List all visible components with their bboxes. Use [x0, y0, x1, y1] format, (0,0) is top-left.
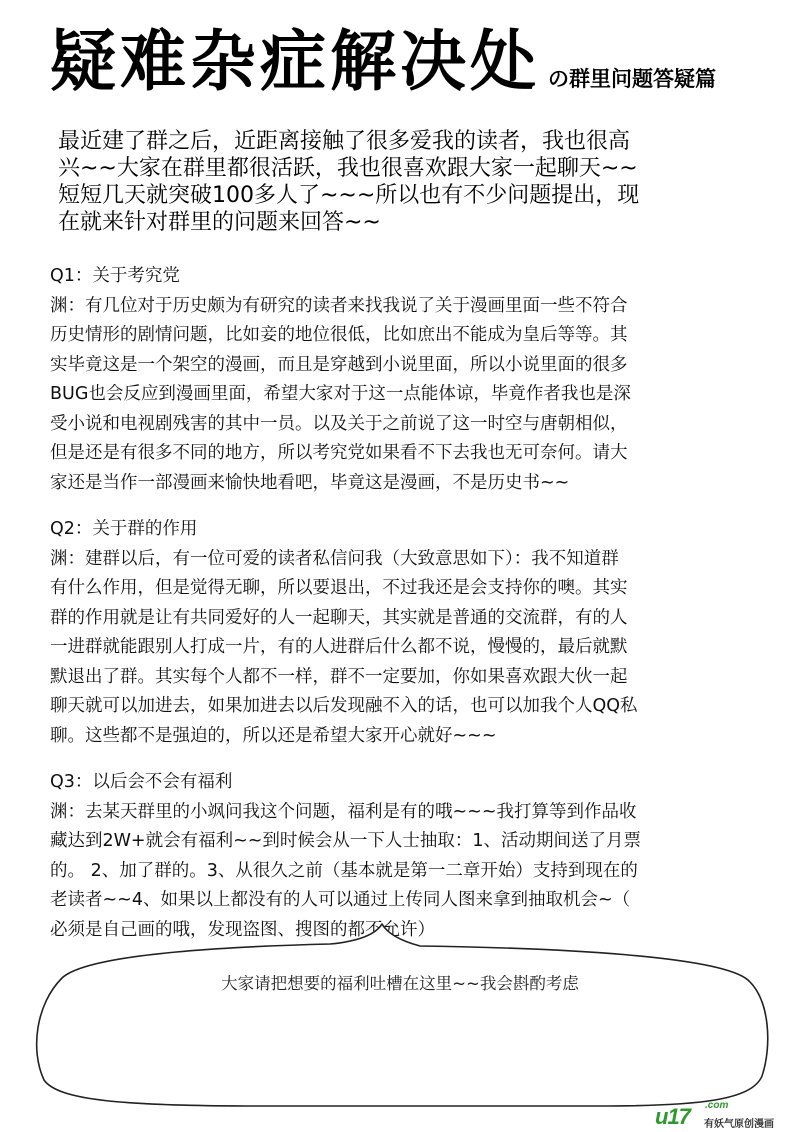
- page-title: 疑难杂症解决处: [50, 23, 540, 100]
- answer-line: 默退出了群。其实每个人都不一样，群不一定要加，你如果喜欢跟大伙一起: [50, 666, 628, 687]
- question-title: Q2：关于群的作用: [50, 519, 198, 539]
- answer-line: 聊天就可以加进去，如果加进去以后发现融不入的话，也可以加我个人QQ私: [50, 696, 638, 716]
- answer-line: 受小说和电视剧残害的其中一员。以及关于之前说了这一时空与唐朝相似，: [50, 413, 628, 434]
- page-subtitle: の群里问题答疑篇: [548, 67, 716, 91]
- answer-line: 实毕竟这是一个架空的漫画，而且是穿越到小说里面，所以小说里面的很多: [50, 354, 628, 375]
- question-title: Q3：以后会不会有福利: [50, 772, 233, 792]
- answer-line: 渊：建群以后，有一位可爱的读者私信问我（大致意思如下）：我不知道群: [50, 548, 619, 569]
- answer-line: 渊：有几位对于历史颇为有研究的读者来找我说了关于漫画里面一些不符合: [50, 295, 628, 316]
- answer-line: 必须是自己画的哦，发现盗图、搜图的都不允许）: [50, 919, 435, 940]
- answer-line: 聊。这些都不是强迫的，所以还是希望大家开心就好~~~: [50, 725, 497, 746]
- question-title: Q1：关于考究党: [50, 266, 180, 286]
- answer-line: 的。 2、加了群的。3、从很久之前（基本就是第一二章开始）支持到现在的: [50, 860, 638, 881]
- answer-line: 群的作用就是让有共同爱好的人一起聊天，其实就是普通的交流群，有的人: [50, 607, 628, 628]
- intro-line: 在就来针对群里的问题来回答~~: [58, 210, 381, 235]
- answer-line: 渊：去某天群里的小飒问我这个问题，福利是有的哦~~~我打算等到作品收: [50, 801, 637, 822]
- intro-line: 兴~~大家在群里都很活跃，我也很喜欢跟大家一起聊天~~: [58, 156, 638, 181]
- logo-mark: u17: [655, 1104, 690, 1129]
- answer-line: 老读者~~4、如果以上都没有的人可以通过上传同人图来拿到抽取机会~（: [50, 890, 631, 910]
- u17-logo: [655, 1100, 774, 1130]
- answer-line: 有什么作用，但是觉得无聊，所以要退出，不过我还是会支持你的噢。其实: [50, 578, 628, 598]
- answer-line: 一进群就能跟别人打成一片，有的人进群后什么都不说，慢慢的，最后就默: [50, 637, 628, 657]
- answer-line: 藏达到2W+就会有福利~~到时候会从一下人士抽取：1、活动期间送了月票: [50, 831, 642, 851]
- speech-bubble-outline: [37, 924, 768, 1106]
- logo-domain: .com: [705, 1100, 729, 1111]
- intro-line: 短短几天就突破100多人了~~~所以也有不少问题提出，现: [58, 183, 640, 208]
- bubble-text: 大家请把想要的福利吐槽在这里~~我会斟酌考虑: [221, 974, 579, 993]
- answer-line: 历史情形的剧情问题，比如妾的地位很低，比如庶出不能成为皇后等等。其: [50, 325, 628, 345]
- answer-line: 家还是当作一部漫画来愉快地看吧，毕竟这是漫画，不是历史书~~: [50, 472, 570, 493]
- logo-slogan: 有妖气原创漫画: [704, 1119, 774, 1130]
- intro-line: 最近建了群之后，近距离接触了很多爱我的读者，我也很高: [58, 129, 631, 154]
- answer-line: BUG也会反应到漫画里面，希望大家对于这一点能体谅，毕竟作者我也是深: [50, 384, 631, 404]
- answer-line: 但是还是有很多不同的地方，所以考究党如果看不下去我也无可奈何。请大: [50, 443, 628, 463]
